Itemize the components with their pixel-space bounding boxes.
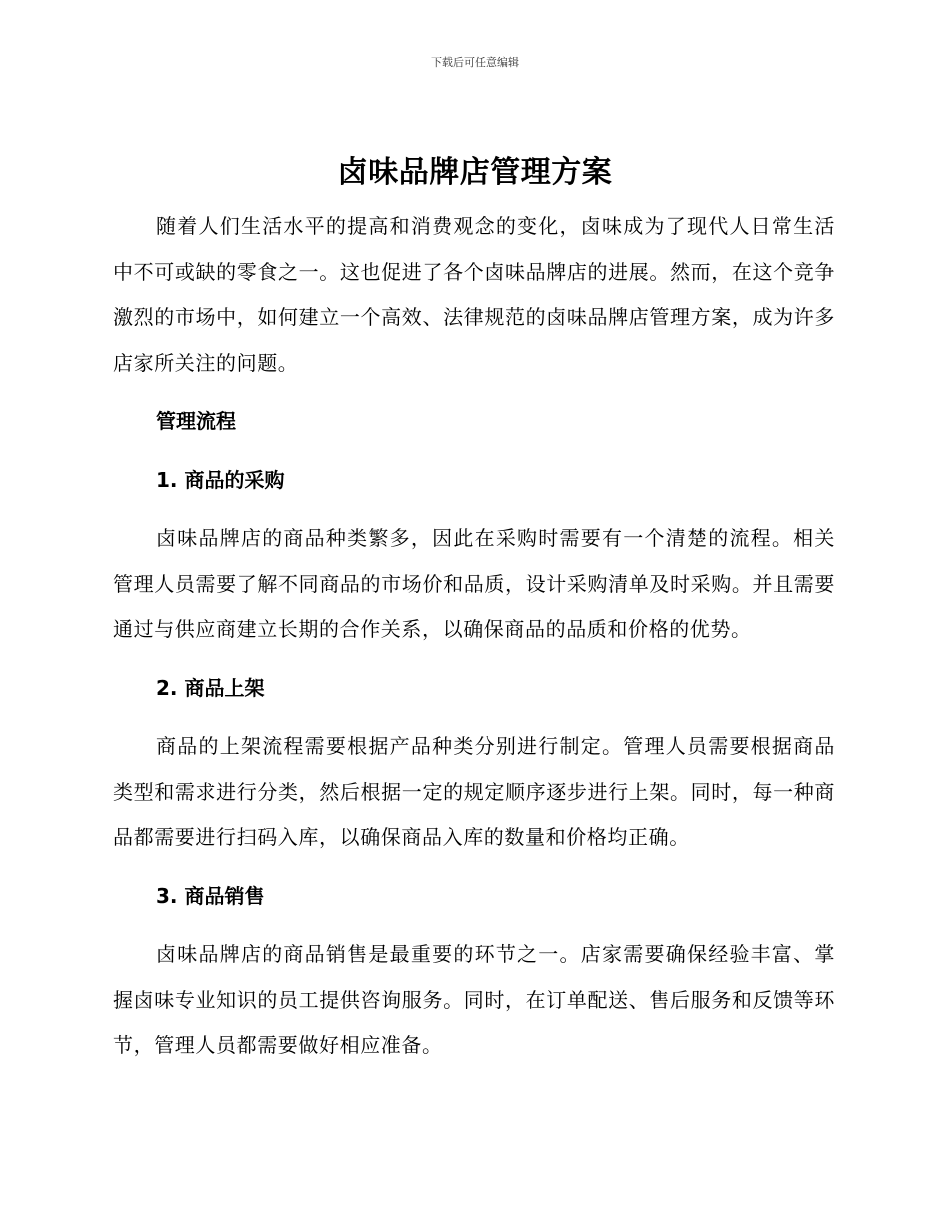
document-body [113,204,835,1082]
subsection-heading-purchasing: 1. 商品的采购 [156,467,285,492]
subsection-body-purchasing: 卤味品牌店的商品种类繁多，因此在采购时需要有一个清楚的流程。相关管理人员需要了解不同商品的市场价和品质，设计采购清单及时采购。并且需要通过与供应商建立长期的合作关系，以确保商品的品质和价格的优势。 [113,526,835,641]
section-heading-management-process: 管理流程 [156,409,236,433]
document-title: 卤味品牌店管理方案 [337,155,613,190]
subsection-heading-sales: 3. 商品销售 [156,883,265,908]
header-note: 下载后可任意编辑 [431,56,519,69]
subsection-body-sales: 卤味品牌店的商品销售是最重要的环节之一。店家需要确保经验丰富、掌握卤味专业知识的员工提供咨询服务。同时，在订单配送、售后服务和反馈等环节，管理人员都需要做好相应准备。 [113,942,835,1057]
intro-paragraph: 随着人们生活水平的提高和消费观念的变化，卤味成为了现代人日常生活中不可或缺的零食之一。这也促进了各个卤味品牌店的进展。然而，在这个竞争激烈的市场中，如何建立一个高效、法律规范的卤味品牌店管理方案，成为许多店家所关注的问题。 [113,214,835,375]
subsection-heading-shelving: 2. 商品上架 [156,675,265,700]
subsection-body-shelving: 商品的上架流程需要根据产品种类分别进行制定。管理人员需要根据商品类型和需求进行分类，然后根据一定的规定顺序逐步进行上架。同时，每一种商品都需要进行扫码入库，以确保商品入库的数量和价格均正确。 [113,734,835,849]
